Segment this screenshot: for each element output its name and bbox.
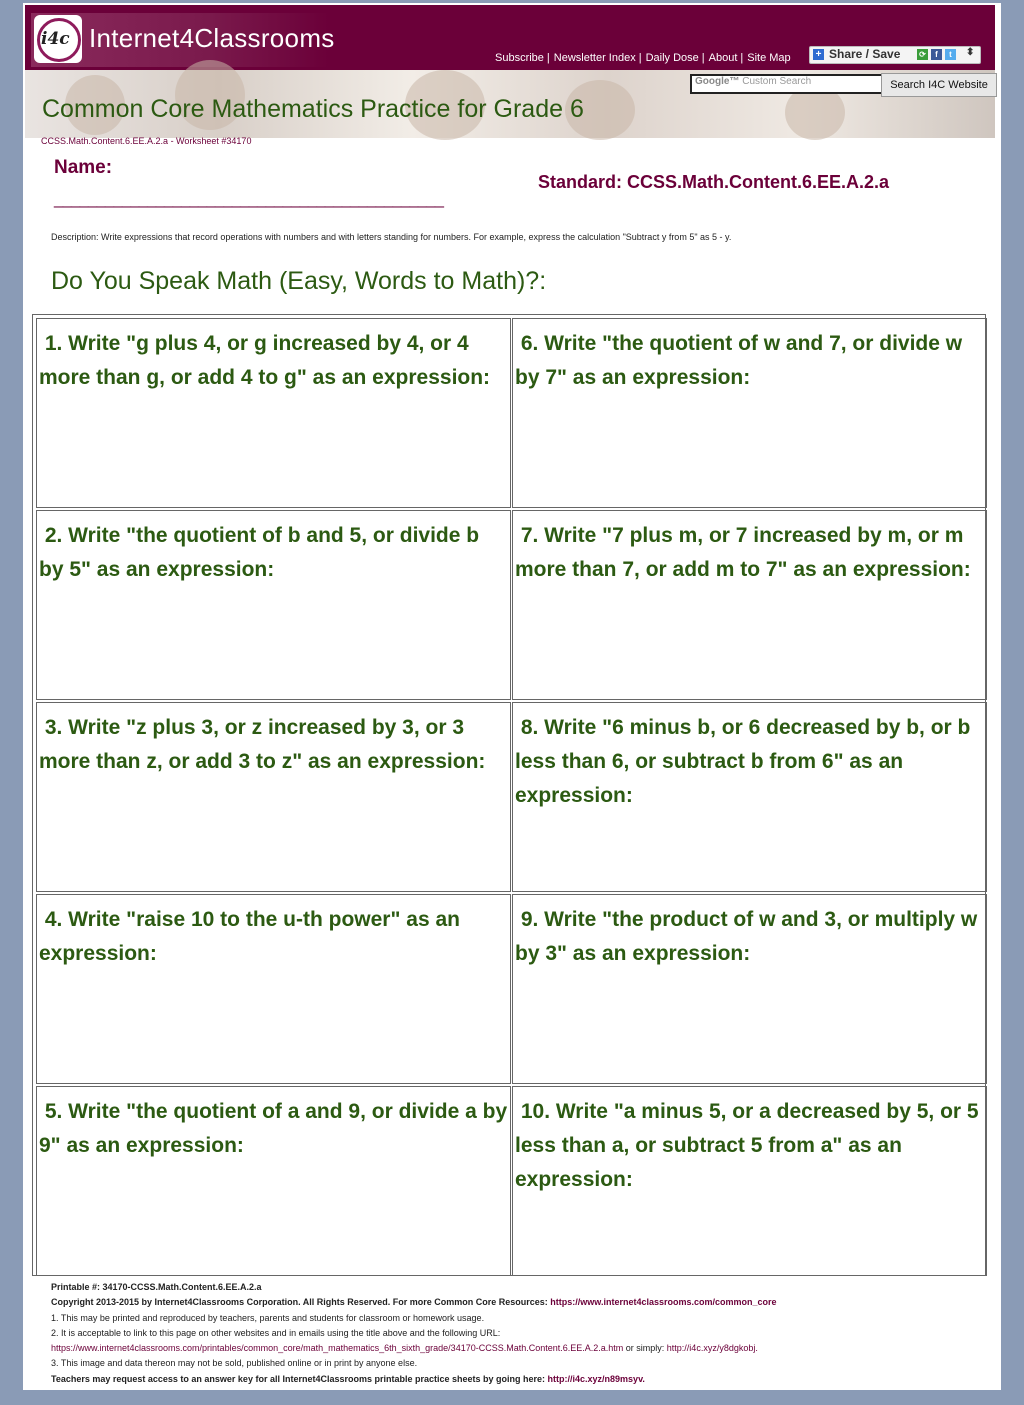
answer-key-link[interactable]: http://i4c.xyz/n89msyv.: [547, 1373, 645, 1384]
site-logo[interactable]: [31, 13, 335, 67]
note-2: 2. It is acceptable to link to this page on other websites and in emails using the title above and the following URL:: [51, 1327, 501, 1338]
facebook-icon: f: [931, 49, 942, 60]
name-label: Name:: [54, 157, 113, 178]
answer-key-note: [51, 1372, 991, 1387]
question-5: 5. Write "the quotient of a and 9, or divide a by 9" as an expression:: [36, 1086, 511, 1276]
printable-number: Printable #: 34170-CCSS.Math.Content.6.EE.A.2.a: [51, 1282, 262, 1292]
question-7: 7. Write "7 plus m, or 7 increased by m, or m more than 7, or add m to 7" as an expression:: [512, 510, 987, 700]
long-url-link[interactable]: https://www.internet4classrooms.com/printables/common_core/math_mathematics_6th_sixth_grade/34170-CCSS.Math.Content.6.EE.A.2.a.htm: [51, 1343, 624, 1354]
question-4: 4. Write "raise 10 to the u-th power" as an expression:: [36, 894, 511, 1084]
site-name: Internet4Classrooms: [89, 23, 335, 53]
question-3: 3. Write "z plus 3, or z increased by 3, or 3 more than z, or add 3 to z" as an expression:: [36, 702, 511, 892]
share-save-button[interactable]: [809, 46, 981, 64]
question-1: 1. Write "g plus 4, or g increased by 4, or 4 more than g, or add 4 to g" as an expression:: [36, 318, 511, 508]
description-text: Description: Write expressions that record operations with numbers and with letters standing for numbers. For example, express the calculation "Subtract y from 5" as 5 - y.: [51, 232, 732, 242]
question-10: 10. Write "a minus 5, or a decreased by 5, or 5 less than a, or subtract 5 from a" as an expression:: [512, 1086, 987, 1276]
breadcrumb[interactable]: CCSS.Math.Content.6.EE.A.2.a - Worksheet #34170: [41, 136, 252, 146]
share-icon: ⟳: [917, 49, 928, 60]
url-line: [51, 1341, 991, 1356]
section-title: Do You Speak Math (Easy, Words to Math)?:: [51, 267, 547, 295]
plus-icon: +: [813, 49, 824, 60]
note-3: 3. This image and data thereon may not be sold, published online or in print by anyone else.: [51, 1358, 418, 1369]
standard-label: Standard: CCSS.Math.Content.6.EE.A.2.a: [538, 172, 890, 192]
top-nav: Subscribe | Newsletter Index | Daily Dose | About | Site Map: [495, 52, 791, 64]
copyright-text: Copyright 2013-2015 by Internet4Classrooms Corporation. All Rights Reserved. For more Common Core Resources:: [51, 1297, 551, 1308]
question-6: 6. Write "the quotient of w and 7, or divide w by 7" as an expression:: [512, 318, 987, 508]
copyright: [51, 1295, 991, 1310]
google-logo: Google™: [695, 76, 740, 87]
nav-newsletter-index[interactable]: Newsletter Index: [553, 52, 636, 64]
nav-about[interactable]: About: [708, 52, 738, 64]
short-url-link[interactable]: http://i4c.xyz/y8dgkobj.: [666, 1343, 758, 1354]
custom-search-input[interactable]: [690, 74, 885, 94]
nav-subscribe[interactable]: Subscribe: [495, 52, 544, 64]
nav-daily-dose[interactable]: Daily Dose: [645, 52, 699, 64]
search-placeholder: Custom Search: [742, 76, 812, 87]
question-8: 8. Write "6 minus b, or 6 decreased by b, or b less than 6, or subtract b from 6" as an expression:: [512, 702, 987, 892]
twitter-icon: t: [945, 49, 956, 60]
footer: [51, 1280, 991, 1387]
chevron-updown-icon: ⬍: [966, 47, 975, 58]
share-save-label: Share / Save: [829, 47, 901, 61]
nav-site-map[interactable]: Site Map: [747, 52, 791, 64]
header-banner: [25, 70, 995, 138]
worksheet-page: [23, 3, 1001, 1390]
answer-key-text: Teachers may request access to an answer key for all Internet4Classrooms printable practice sheets by going here:: [51, 1373, 548, 1384]
note-1: 1. This may be printed and reproduced by teachers, parents and students for classroom or homework usage.: [51, 1312, 485, 1323]
site-header: [25, 5, 995, 70]
common-core-link[interactable]: https://www.internet4classrooms.com/common_core: [550, 1297, 777, 1308]
search-button[interactable]: Search I4C Website: [881, 73, 997, 97]
or-simply-text: or simply:: [623, 1343, 667, 1354]
question-grid: [32, 314, 986, 1276]
page-title: Common Core Mathematics Practice for Grade 6: [42, 95, 584, 123]
question-2: 2. Write "the quotient of b and 5, or divide b by 5" as an expression:: [36, 510, 511, 700]
question-9: 9. Write "the product of w and 3, or multiply w by 3" as an expression:: [512, 894, 987, 1084]
logo-badge-icon: [34, 15, 82, 63]
name-blank-line: ______________________________________________: [54, 189, 443, 208]
logo-mark: i4c: [41, 29, 70, 49]
